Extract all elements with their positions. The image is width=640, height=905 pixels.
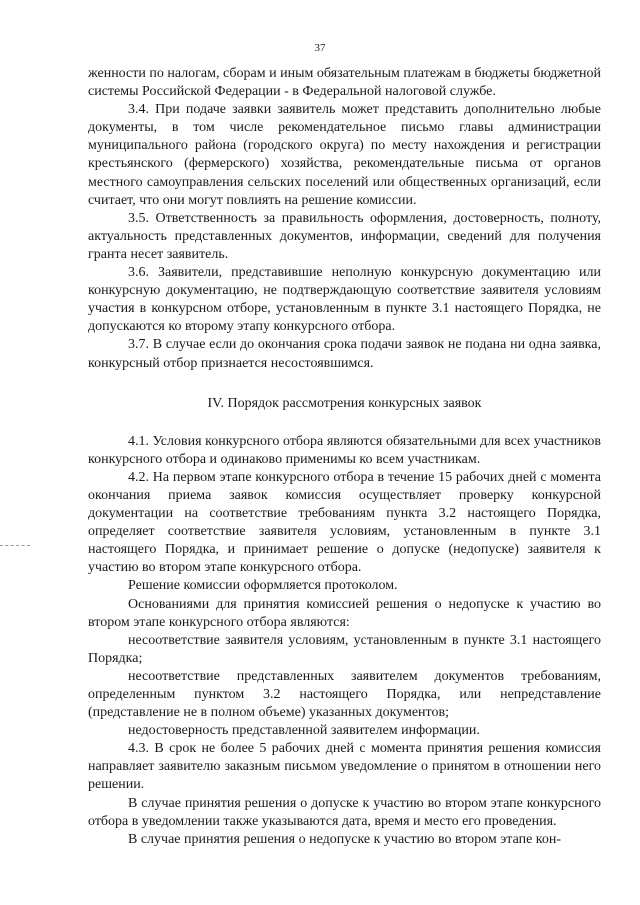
paragraph: В случае принятия решения о недопуске к участию во втором этапе кон- xyxy=(128,831,562,847)
page-number: 37 xyxy=(314,42,326,54)
paragraph: 3.7. В случае если до окончания срока подачи заявок не подана ни одна заявка, конкурсный отбор признается несостоявшимся. xyxy=(88,337,601,371)
paragraph: женности по налогам, сборам и иным обязательным платежам в бюджеты бюджетной системы Российской Федерации - в Федеральной налоговой службе. xyxy=(88,66,601,100)
scan-artifact xyxy=(0,545,30,547)
paragraph: Основаниями для принятия комиссией решения о недопуске к участию во втором этапе конкурсного отбора являются: xyxy=(88,596,601,630)
paragraph: 3.4. При подаче заявки заявитель может представить дополнительно любые документы, в том числе рекомендательное письмо главы администрации муниципального района (городского округа) по месту нахождения и регистрации крестьянского (фермерского) хозяйства, рекомендательные письма от органов местного самоуправления сельских поселений или общественных организаций, если считает, что они могут повлиять на решение комиссии. xyxy=(88,102,601,208)
paragraph: 4.3. В срок не более 5 рабочих дней с момента принятия решения комиссия направляет заявителю заказным письмом уведомление о принятом в отношении него решении. xyxy=(88,741,601,793)
document-body xyxy=(88,65,601,849)
paragraph: 3.5. Ответственность за правильность оформления, достоверность, полноту, актуальность представленных документов, информации, сведений для получения гранта несет заявитель. xyxy=(88,210,601,262)
paragraph: 4.1. Условия конкурсного отбора являются обязательными для всех участников конкурсного отбора и одинаково применимы ко всем участникам. xyxy=(88,433,601,467)
list-item: недостоверность представленной заявителем информации. xyxy=(128,723,480,739)
list-item: несоответствие представленных заявителем документов требованиям, определенным пунктом 3.2 настоящего Порядка, или непредставление (представление не в полном объеме) указанных документов; xyxy=(88,668,601,721)
paragraph: Решение комиссии оформляется протоколом. xyxy=(128,578,398,594)
paragraph: 4.2. На первом этапе конкурсного отбора в течение 15 рабочих дней с момента окончания приема заявок комиссия осуществляет проверку конкурсной документации на соответствие требованиям пункта 3.2 настоящего Порядка, определяет соответствие заявителя условиям, установленным в пункте 3.1 настоящего Порядка, и принимает решение о допуске (недопуске) заявителя к участию во втором этапе конкурсного отбора. xyxy=(88,469,601,576)
section-heading: IV. Порядок рассмотрения конкурсных заявок xyxy=(207,395,482,411)
paragraph: В случае принятия решения о допуске к участию во втором этапе конкурсного отбора в уведомлении также указываются дата, время и место его проведения. xyxy=(88,795,601,829)
paragraph: 3.6. Заявители, представившие неполную конкурсную документацию или конкурсную документацию, не подтверждающую соответствие заявителя условиям участия в конкурсном отборе, установленным в пункте 3.1 настоящего Порядка, не допускаются ко второму этапу конкурсного отбора. xyxy=(88,265,601,335)
list-item: несоответствие заявителя условиям, установленным в пункте 3.1 настоящего Порядка; xyxy=(88,632,601,666)
